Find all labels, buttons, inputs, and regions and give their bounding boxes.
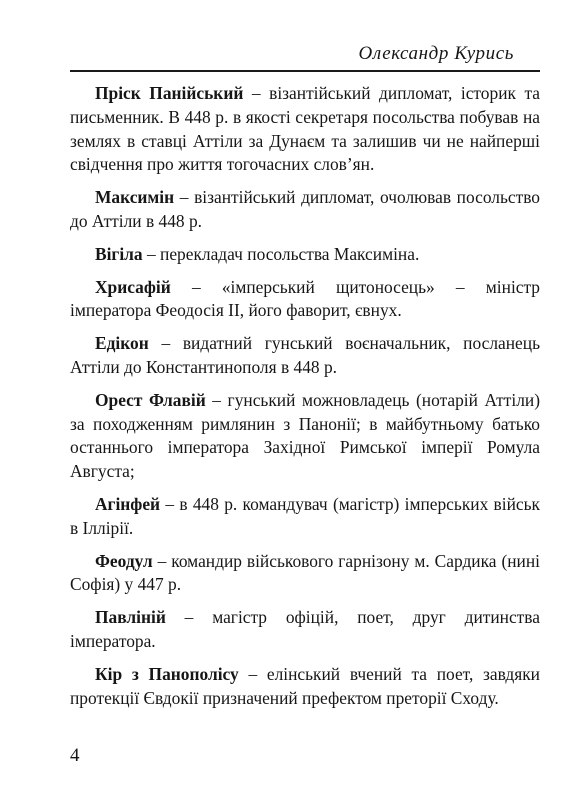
glossary-entry: [70, 663, 540, 711]
entry-term: Максимін: [95, 187, 175, 208]
entry-definition: – «імперський щитоносець» – міністр імператора Феодосія II, його фаворит, євнух.: [70, 276, 540, 321]
entry-definition: – візантійський дипломат, очолював посольство до Аттіли в 448 р.: [70, 187, 540, 231]
entry-term: Павліній: [95, 607, 166, 628]
glossary-entry: [70, 82, 540, 177]
entry-definition: – гунський можновладець (нотарій Аттіли) за походженням римлянин з Панонії; в майбутньому батько останнього імператора Західної Римської імперії Ромула Августа;: [70, 389, 540, 482]
entry-term: Кір з Панополісу: [95, 663, 239, 684]
entry-term: Агінфей: [95, 493, 161, 514]
glossary-entry: [70, 276, 540, 324]
glossary-entry: [70, 186, 540, 234]
glossary-entry: [70, 493, 540, 541]
entry-term: Пріск Панійський: [95, 83, 244, 103]
entry-term: Феодул: [95, 550, 153, 571]
glossary-entry: [70, 389, 540, 484]
entry-definition: – видатний гунський воєначальник, посланець Аттіли до Константинополя в 448 р.: [70, 333, 540, 377]
page-number: 4: [70, 745, 80, 766]
entry-term: Едікон: [95, 333, 149, 354]
entry-definition: – в 448 р. командувач (магістр) імперських військ в Іллірії.: [70, 493, 540, 538]
running-head: [70, 42, 540, 72]
entry-definition: – візантійський дипломат, історик та письменник. В 448 р. в якості секретаря посольства побував на землях в ставці Аттіли за Дунаєм та залишив чи не найперші свідчення про життя тогочасних слов’ян.: [70, 83, 541, 175]
glossary-entry: [70, 606, 540, 654]
entry-definition: – магістр офіцій, поет, друг дитинства імператора.: [70, 607, 540, 651]
running-head-author: Олександр Курись: [358, 43, 514, 64]
entry-term: Вігіла: [95, 243, 143, 264]
glossary-entry: [70, 332, 540, 380]
entry-definition: – елінський вчений та поет, завдяки протекції Євдокії призначений префектом преторії Сходу.: [70, 663, 540, 708]
glossary-entry: [70, 550, 540, 598]
entry-term: Хрисафій: [95, 276, 171, 297]
entry-term: Орест Флавій: [95, 389, 206, 410]
glossary-entries: [70, 82, 540, 719]
glossary-entry: [70, 243, 540, 267]
entry-definition: – перекладач посольства Максиміна.: [142, 243, 420, 264]
entry-definition: – командир військового гарнізону м. Сардика (нині Софія) у 447 р.: [70, 550, 540, 595]
